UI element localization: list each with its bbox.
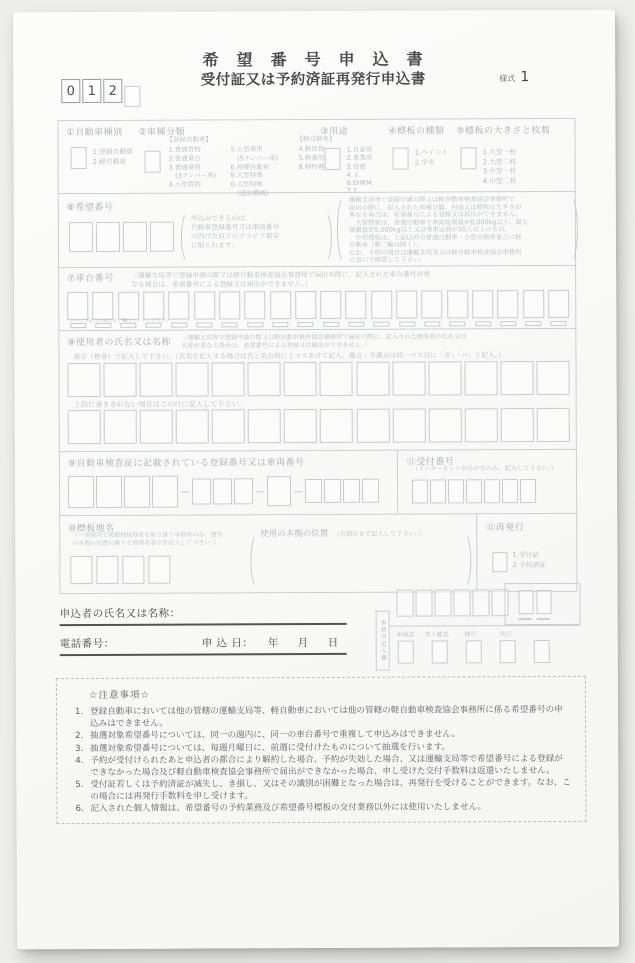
plate-size-note: 運輸支局等で登録申請の際又は軽自動車検査協会事務所で 届出の際に、記入された車種分類、用途又は標板の大きさが 異なる場合は、希望番号による登録又は届出ができません。 大型標板は、普通自動車で車両総重量が8,000kg以上、最大 積載量が5,000kg以上又は乗車定員が30人以上のもの。 中型標板は、上記以外の普通自動車・小型自動車並びに軽 自動車（軽二輪は除く）。 なお、不明の場合は運輸支局等又は軽自動車検査協会事務所 の窓口で確認して下さい。 <box>348 195 529 265</box>
chassis-char-box[interactable] <box>118 292 139 320</box>
sec9-title: ⑨自動車検査証に記載されている登録番号又は車両番号 <box>67 458 305 470</box>
number-box[interactable] <box>123 222 147 252</box>
location-heading: 使用の本拠の位置 （市郡区まで記入して下さい。） <box>260 528 425 540</box>
roman-mark-box[interactable] <box>551 321 567 326</box>
sec4-entry-box[interactable] <box>393 148 409 170</box>
roman-mark-box[interactable] <box>475 321 491 326</box>
sec12-entry-box[interactable] <box>492 552 507 572</box>
row-user-name <box>58 329 577 452</box>
code-digit-box[interactable]: 0 <box>61 79 80 103</box>
receipt-digit-box[interactable] <box>466 479 482 503</box>
chassis-char-box[interactable] <box>143 292 164 320</box>
caution-item: 2． 抽選対象希望番号については、同一の週内に、同一の車台番号で重複して申込みはできません。 <box>75 729 461 742</box>
application-date-label: 申 込 日： <box>201 637 254 650</box>
sec10-note: （一事務所で複数標板地名を取り扱う事務所のみ、使用 の本拠の位置の属する地域名表示を記入して下さい。） <box>72 531 223 547</box>
proxy-label: 代行 <box>499 631 512 639</box>
sec11-title: ⑪受付番号 <box>406 457 455 468</box>
sec1-title: ①自動車種別 <box>66 127 123 139</box>
dash-separator <box>181 491 189 492</box>
sec2-options-col3: 4.軽貨物 5.軽乗用 8.軽特種 <box>298 144 325 171</box>
identity-label: 本人確認 <box>424 631 449 639</box>
form-style-number: 様式 1 <box>499 69 530 86</box>
name-char-box[interactable] <box>212 362 245 396</box>
day-label: 日 <box>327 636 339 649</box>
sec6-title: ⑥希望番号 <box>66 202 114 214</box>
sec2-group1-header: 【登録自動車】 <box>166 135 213 144</box>
office-use-vertical-label: 事務所記入欄 <box>376 611 390 671</box>
chassis-char-box[interactable] <box>320 291 341 319</box>
sec3-options: 1.自家用 2.事業用 3.貸渡 4.よ 6.EHKM 7.Y <box>346 145 373 196</box>
name-char-box[interactable] <box>248 409 281 443</box>
roman-mark-box[interactable] <box>171 323 187 328</box>
receipt-digit-box[interactable] <box>448 479 464 503</box>
name-char-box[interactable] <box>428 408 461 442</box>
extra-check-box[interactable] <box>534 640 550 663</box>
roman-mark-box[interactable] <box>449 321 465 326</box>
dash-separator <box>256 491 264 492</box>
sec12-title: ⑫再発行 <box>486 523 525 534</box>
sec1-entry-box[interactable] <box>71 147 87 169</box>
reg-number-box[interactable] <box>324 479 341 503</box>
chassis-char-box[interactable] <box>447 290 468 318</box>
form-table <box>57 118 577 594</box>
sec12-options: 1.受付証 2.予約済証 <box>512 551 547 569</box>
applicant-name-label: 申込者の氏名又は名称： <box>59 607 181 621</box>
sec2-title: ②車種分類 <box>138 127 186 138</box>
dash-separator <box>294 491 302 492</box>
name-char-box[interactable] <box>212 409 245 443</box>
cautions-panel <box>56 676 587 824</box>
name-char-box[interactable] <box>464 361 497 395</box>
sec10-title: ⑩標板地名 <box>68 523 115 535</box>
roman-mark-box[interactable] <box>348 322 364 327</box>
name-char-box[interactable] <box>356 409 389 443</box>
sec11-note: （インターネット申込の方のみ、記入して下さい。） <box>411 464 558 473</box>
reg-region-box[interactable] <box>96 476 122 508</box>
sec2-entry-box[interactable] <box>145 151 161 173</box>
sec2-options-col1: 1.普通貨物 2.普通乗合 3.普通乗用 (3ナンバー車) 4.小型貨物 <box>168 145 217 189</box>
name-char-box[interactable] <box>537 408 570 442</box>
receipt-digit-box[interactable] <box>412 480 428 504</box>
receipt-digit-box[interactable] <box>520 479 536 503</box>
chassis-char-box[interactable] <box>219 291 240 319</box>
name-char-box[interactable] <box>320 409 353 443</box>
roman-mark-box[interactable] <box>272 322 288 327</box>
name-char-box[interactable] <box>104 410 137 444</box>
name-char-box[interactable] <box>536 361 569 395</box>
number-box[interactable] <box>69 222 93 252</box>
name-char-box[interactable] <box>68 410 101 444</box>
chassis-char-box[interactable] <box>346 291 367 319</box>
chassis-char-box[interactable] <box>472 290 493 318</box>
office-digit-box[interactable] <box>453 589 470 616</box>
reg-region-box[interactable] <box>68 476 94 508</box>
caution-item: 4． 予約が受付けられたあと申込者の都合により解約した場合、予約が失効した場合、又は運輸支局等で希望番号による登録ができなかった場合及び軽自動車検査協会事務所で届出ができなかった場合、申し受けた交付手数料は返還いたしません。 <box>75 753 563 778</box>
name-char-box[interactable] <box>140 363 173 397</box>
sec8-instruction: 漢字（楷書）で記入して下さい。（氏名を記入する場合は氏と名の間に１マスあけて記入。濁点・半濁点は同一マス目に「ガ」「パ」と記入。） <box>73 351 506 362</box>
row-desired-number <box>58 192 576 268</box>
form-code-boxes <box>61 79 140 107</box>
receipt-digit-box[interactable] <box>484 479 500 503</box>
transfer-label: 移行 <box>464 631 477 639</box>
office-mini-panel <box>504 583 580 625</box>
name-char-box[interactable] <box>392 362 425 396</box>
code-digit-box[interactable]: 2 <box>103 79 122 103</box>
code-digit-box[interactable]: 1 <box>82 79 101 103</box>
roman-mark-box[interactable] <box>399 322 415 327</box>
transfer-check-box[interactable] <box>466 640 482 663</box>
sec1-options: 1.登録自動車 2.軽自動車 <box>92 147 134 166</box>
name-char-box[interactable] <box>284 409 317 443</box>
office-digit-box[interactable] <box>396 590 413 617</box>
number-box[interactable] <box>150 222 174 252</box>
chassis-char-box[interactable] <box>523 290 544 318</box>
mini-panel-box[interactable] <box>518 590 533 614</box>
sec3-entry-box[interactable] <box>325 148 341 170</box>
roman-mark-box[interactable] <box>374 322 390 327</box>
sec7-roman-hint: ローマ字記入の場合は下欄にマークして下さい <box>69 318 171 325</box>
sec8-overflow-note: 上段に書ききれない場合はこの行に記入して下さい。 <box>73 399 247 410</box>
roman-mark-box[interactable] <box>323 322 339 327</box>
chassis-char-box[interactable] <box>396 291 417 319</box>
sec10-region-boxes <box>70 556 170 584</box>
caution-item: 5． 受付証若しくは予約済証が滅失し、き損し、又はその識別が困難となった場合は、再発行を受けることができます。なお、この場合には再発行手数料を申し受けます。 <box>75 777 571 802</box>
identity-check-box[interactable] <box>432 640 448 663</box>
form-title-line1: 希 望 番 号 申 込 書 <box>202 49 424 70</box>
phone-date-field[interactable] <box>60 653 347 656</box>
reg-region-box[interactable] <box>124 476 150 508</box>
row-registration-number <box>59 450 577 516</box>
right-paren-decoration <box>456 532 471 588</box>
sec2-group2-header: 【軽自動車】 <box>296 134 336 144</box>
right-paren-decoration <box>563 195 578 263</box>
column-divider <box>397 451 398 514</box>
caution-item: 3． 抽選対象希望番号については、毎週月曜日に、前週に受付けたものについて抽選を行います。 <box>75 741 451 754</box>
region-char-box[interactable] <box>122 556 144 584</box>
roman-mark-box[interactable] <box>298 322 314 327</box>
region-char-box[interactable] <box>70 556 92 584</box>
reg-number-box[interactable] <box>343 479 360 503</box>
office-digit-box[interactable] <box>415 589 432 616</box>
sec7-note: （運輸支局等で登録申請の際又は軽自動車検査協会事務所で届出の際に、記入された車台番号が異 なる場合は、希望番号による登録又は届出ができません。） <box>131 270 431 289</box>
chassis-char-box[interactable] <box>67 292 88 320</box>
office-top-boxes <box>396 589 508 616</box>
sec11-receipt-boxes <box>412 479 536 504</box>
name-char-box[interactable] <box>356 362 389 396</box>
roman-mark-box[interactable] <box>525 321 541 326</box>
sec4-title: ④標板の種類 <box>388 126 445 137</box>
receipt-digit-box[interactable] <box>430 479 446 503</box>
row-chassis-number <box>58 266 576 331</box>
mini-panel-mark <box>537 618 550 620</box>
reg-kana-box[interactable] <box>267 476 291 506</box>
sec8-name-boxes-row1 <box>67 361 569 397</box>
chassis-char-box[interactable] <box>497 290 518 318</box>
reg-number-box[interactable] <box>362 479 379 503</box>
name-char-box[interactable] <box>392 409 425 443</box>
reg-class-box[interactable] <box>192 478 211 504</box>
reg-number-box[interactable] <box>305 479 322 503</box>
chassis-char-box[interactable] <box>168 292 189 320</box>
chassis-char-box[interactable] <box>548 290 569 318</box>
right-paren-decoration <box>317 211 332 263</box>
chassis-char-box[interactable] <box>295 291 316 319</box>
name-char-box[interactable] <box>104 363 137 397</box>
left-paren-decoration <box>250 533 265 589</box>
applicant-name-field[interactable] <box>60 623 347 626</box>
location-entry-area[interactable] <box>264 534 454 585</box>
month-label: 月 <box>297 637 309 650</box>
form-title-line2: 受付証又は予約済証再発行申込書 <box>200 71 426 89</box>
sec2-options-col2: 5.小型乗用 (5ナンバー車) 6.特種自動車 9.大型特殊 0.大型特殊 (建設機械) <box>230 145 279 198</box>
sec5-title: ⑤標板の大きさと枚数 <box>456 125 551 137</box>
chassis-char-box[interactable] <box>371 291 392 319</box>
sec3-title: ③用途 <box>320 126 349 137</box>
shaken-check-box[interactable] <box>398 641 414 664</box>
roman-mark-box[interactable] <box>424 321 440 326</box>
region-char-box[interactable] <box>96 556 118 584</box>
region-char-box[interactable] <box>148 556 170 584</box>
reg-class-box[interactable] <box>234 478 253 504</box>
sec9-boxes <box>68 475 379 508</box>
chassis-char-box[interactable] <box>92 292 113 320</box>
sec7-title: ⑦車台番号 <box>67 273 114 285</box>
row-vehicle-classification <box>57 118 575 198</box>
sec8-note: （運輸支局等で登録申請の際又は軽自動車検査協会事務所で届出の際に、記入された使用者の氏名又は 名称が異なる場合は、希望番号による登録又は届出ができません。） <box>181 333 467 350</box>
office-digit-box[interactable] <box>472 589 489 616</box>
sec8-name-boxes-row2 <box>68 408 570 444</box>
reg-region-box[interactable] <box>152 476 178 508</box>
roman-mark-box[interactable] <box>222 322 238 327</box>
cautions-header: ☆注意事項☆ <box>88 689 151 701</box>
sec6-number-boxes <box>69 222 174 252</box>
receipt-digit-box[interactable] <box>502 479 518 503</box>
chassis-char-box[interactable] <box>194 291 215 319</box>
name-char-box[interactable] <box>464 408 497 442</box>
number-box[interactable] <box>96 222 120 252</box>
name-char-box[interactable] <box>176 409 209 443</box>
column-divider <box>476 514 477 591</box>
shaken-label: 車検証 <box>396 631 415 639</box>
phone-label: 電話番号： <box>59 637 115 651</box>
sec8-title: ⑧使用者の氏名又は名称 <box>67 337 172 349</box>
year-label: 年 <box>267 637 279 650</box>
name-char-box[interactable] <box>500 408 533 442</box>
chassis-char-box[interactable] <box>270 291 291 319</box>
roman-mark-box[interactable] <box>196 322 212 327</box>
chassis-char-box[interactable] <box>244 291 265 319</box>
sec7-chassis-boxes <box>67 290 569 320</box>
chassis-char-box[interactable] <box>422 290 443 318</box>
office-digit-box[interactable] <box>434 589 451 616</box>
caution-item: 1． 登録自動車においては他の管轄の運輸支局等、軽自動車においては他の管轄の軽自動車検査協会事務所に係る希望番号の申込みはできません。 <box>74 704 563 729</box>
mini-panel-mark <box>519 618 532 620</box>
roman-mark-box[interactable] <box>500 321 516 326</box>
application-form-sheet <box>13 10 619 950</box>
office-check-area <box>389 625 579 670</box>
name-char-box[interactable] <box>500 361 533 395</box>
caution-item: 6． 記入された個人情報は、希望番号の予約業務及び希望番号標板の交付業務以外には使用いたしません。 <box>75 802 487 815</box>
sec5-entry-box[interactable] <box>461 147 477 169</box>
row-plate-region <box>59 514 577 594</box>
name-char-box[interactable] <box>428 361 461 395</box>
name-char-box[interactable] <box>67 363 100 397</box>
name-char-box[interactable] <box>140 410 173 444</box>
name-char-box[interactable] <box>176 362 209 396</box>
mini-panel-box[interactable] <box>536 590 551 614</box>
sec6-note: 申込みできるのは、 自動車登録番号又は車両番号 の四けた以下のアラビア数字 に限られます。 <box>190 214 280 250</box>
name-char-box[interactable] <box>248 362 281 396</box>
name-char-box[interactable] <box>320 362 353 396</box>
roman-mark-box[interactable] <box>247 322 263 327</box>
sec5-options: 1.大型一枚 2.大型二枚 3.中型一枚 4.中型二枚 <box>482 148 517 186</box>
name-char-box[interactable] <box>284 362 317 396</box>
sec4-options: 1.ペイント 2.字光 <box>414 148 449 167</box>
reg-class-box[interactable] <box>213 478 232 504</box>
proxy-check-box[interactable] <box>500 640 516 663</box>
